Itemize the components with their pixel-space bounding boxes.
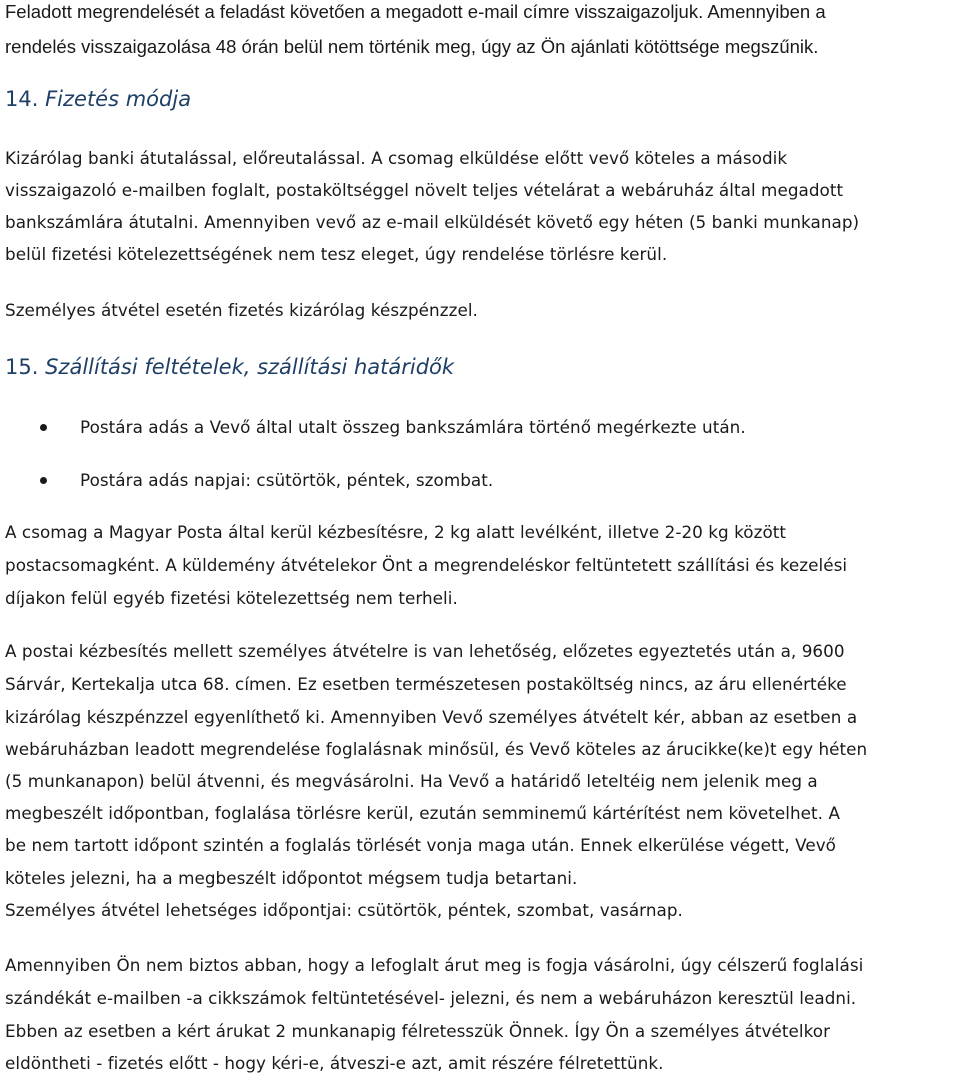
list-item: Postára adás napjai: csütörtök, péntek, szombat. bbox=[80, 470, 494, 490]
section-number: 15. bbox=[5, 355, 39, 379]
paragraph-line: díjakon felül egyéb fizetési kötelezettség nem terheli. bbox=[5, 588, 458, 608]
paragraph-line: Sárvár, Kertekalja utca 68. címen. Ez esetben természetesen postaköltség nincs, az áru ellenértéke bbox=[5, 674, 847, 694]
paragraph-line: Amennyiben Ön nem biztos abban, hogy a lefoglalt árut meg is fogja vásárolni, úgy célszerű foglalási bbox=[5, 955, 864, 975]
paragraph-line: A postai kézbesítés mellett személyes átvételre is van lehetőség, előzetes egyeztetés után a, 9600 bbox=[5, 641, 845, 661]
paragraph-line: visszaigazoló e-mailben foglalt, postaköltséggel növelt teljes vételárat a webáruház által megadott bbox=[5, 180, 844, 200]
bullet-icon bbox=[40, 424, 47, 431]
section-14-heading bbox=[5, 84, 191, 114]
list-item: Postára adás a Vevő által utalt összeg bankszámlára történő megérkezte után. bbox=[80, 417, 746, 437]
paragraph-line: Személyes átvétel esetén fizetés kizárólag készpénzzel. bbox=[5, 300, 478, 320]
paragraph-line: Kizárólag banki átutalással, előreutalással. A csomag elküldése előtt vevő köteles a második bbox=[5, 148, 788, 168]
paragraph-line: Ebben az esetben a kért árukat 2 munkanapig félretesszük Önnek. Így Ön a személyes átvételkor bbox=[5, 1021, 831, 1041]
paragraph-line: A csomag a Magyar Posta által kerül kézbesítésre, 2 kg alatt levélként, illetve 2-20 kg között bbox=[5, 522, 787, 542]
section-15-heading bbox=[5, 352, 454, 382]
paragraph-line: köteles jelezni, ha a megbeszélt időpontot mégsem tudja betartani. bbox=[5, 868, 578, 888]
paragraph-line: kizárólag készpénzzel egyenlíthető ki. Amennyiben Vevő személyes átvételt kér, abban az esetben a bbox=[5, 707, 858, 727]
paragraph-line: postacsomagként. A küldemény átvételekor Önt a megrendeléskor feltüntetett szállítási és kezelési bbox=[5, 555, 848, 575]
paragraph-line: webáruházban leadott megrendelése foglalásnak minősül, és Vevő köteles az árucikke(ke)t egy héten bbox=[5, 739, 868, 759]
intro-line: Feladott megrendelését a feladást követően a megadott e-mail címre visszaigazoljuk. Amennyiben a bbox=[5, 1, 826, 22]
paragraph-line: belül fizetési kötelezettségének nem tesz eleget, úgy rendelése törlésre kerül. bbox=[5, 244, 668, 264]
paragraph-line: szándékát e-mailben -a cikkszámok feltüntetésével- jelezni, és nem a webáruházon keresztül leadni. bbox=[5, 988, 857, 1008]
section-number: 14. bbox=[5, 87, 39, 111]
paragraph-line: megbeszélt időpontban, foglalása törlésre kerül, ezután semminemű kártérítést nem követelhet. A bbox=[5, 803, 840, 823]
paragraph-line: be nem tartott időpont szintén a foglalás törlését vonja maga után. Ennek elkerülése végett, Vevő bbox=[5, 835, 836, 855]
bullet-icon bbox=[40, 477, 47, 484]
paragraph-line: Személyes átvétel lehetséges időpontjai: csütörtök, péntek, szombat, vasárnap. bbox=[5, 900, 683, 920]
section-title: Szállítási feltételek, szállítási határidők bbox=[45, 355, 455, 379]
paragraph-line: (5 munkanapon) belül átvenni, és megvásárolni. Ha Vevő a határidő leteltéig nem jelenik meg a bbox=[5, 771, 818, 791]
intro-line: rendelés visszaigazolása 48 órán belül nem történik meg, úgy az Ön ajánlati kötöttsége megszűnik. bbox=[5, 36, 819, 57]
section-title: Fizetés módja bbox=[45, 87, 192, 111]
paragraph-line: bankszámlára átutalni. Amennyiben vevő az e-mail elküldését követő egy héten (5 banki munkanap) bbox=[5, 212, 860, 232]
paragraph-line: eldöntheti - fizetés előtt - hogy kéri-e, átveszi-e azt, amit részére félretettünk. bbox=[5, 1053, 664, 1073]
